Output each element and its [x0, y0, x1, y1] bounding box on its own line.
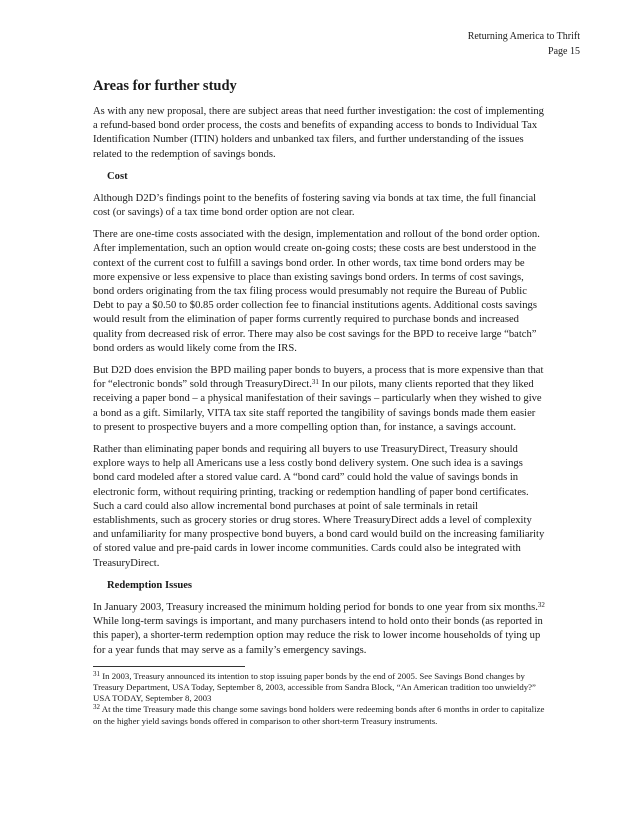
footnote-ref-32[interactable]: 32: [537, 600, 545, 609]
section-title: Areas for further study: [93, 78, 237, 94]
redemption-paragraph-text-a: In January 2003, Treasury increased the minimum holding period for bonds to one year from six months.: [93, 601, 538, 613]
footnote-text: In 2003, Treasury announced its intention to stop issuing paper bonds by the end of 2005. See Savings Bond changes by Treasury Department, USA Today, September 8, 2003, accessible from Sandra Block, “An American tradition too unwieldy?” USA TODAY, September 8, 2003: [93, 670, 536, 704]
redemption-paragraph: [93, 601, 545, 658]
footnote-divider: [93, 666, 245, 667]
cost-paragraph-1: Although D2D’s findings point to the benefits of fostering saving via bonds at tax time, the full financial cost (or savings) of a tax time bond order option are not clear.: [93, 192, 537, 219]
cost-paragraph-4: Rather than eliminating paper bonds and requiring all buyers to use TreasuryDirect, Treasury should explore ways to help all Americans use a less costly bond delivery system. One such idea is a savings bond card modeled after a stored value card. A “bond card” could hold the value of savings bonds in electronic form, without requiring printing, tracking or redemption handling of paper bond certificates. Such a card could also allow incremental bond purchases at point of sale terminals in retail establishments, such as grocery stories or drug stores. Where TreasuryDirect adds a level of complexity and unfamiliarity for many prospective bond buyers, a bond card would build on the increasing familiarity of stored value and pre-paid cards in lower income communities. Cards could also be integrated with TreasuryDirect.: [93, 444, 545, 569]
intro-paragraph: As with any new proposal, there are subject areas that need further investigation: the cost of implementing a refund-based bond order process, the costs and benefits of expanding access to bonds to Individual Tax Identification Number (ITIN) holders and unbanked tax filers, and further understanding of the issues related to the redemption of savings bonds.: [93, 106, 544, 160]
cost-paragraph-3: [93, 364, 545, 435]
redemption-paragraph-text-b: While long-term savings is important, and many purchasers intend to hold onto their bonds (as reported in this paper), a shorter-term redemption option may reduce the risk to lower income households of tying up for a year funds that may serve as a family’s emergency savings.: [93, 616, 543, 656]
cost-paragraph-3-text-b: In our pilots, many clients reported that they liked receiving a paper bond – a physical manifestation of their savings – particularly when they wished to give a bond as a gift. Similarly, VITA tax site staff reported the tangibility of savings bonds made them easier to present to prospective buyers and a more compelling option than, for instance, a savings account.: [93, 379, 542, 433]
header-title: Returning America to Thrift: [467, 31, 580, 42]
running-header: [468, 29, 580, 59]
page-body: [93, 77, 545, 727]
header-page-number: Page 15: [548, 46, 580, 57]
footnote-ref-31[interactable]: 31: [311, 378, 319, 387]
redemption-heading: Redemption Issues: [107, 579, 193, 591]
cost-paragraph-2: There are one-time costs associated with the design, implementation and rollout of the bond order option. After implementation, such an option would create on-going costs; these costs are best understood in the context of the current cost to fulfill a savings bond order. In other words, tax time bond orders may be more expensive or less expensive to place than existing savings bond orders. In terms of cost savings, bond orders originating from the tax filing process would presumably not require the Bureau of Public Debt to pay a $0.50 to $0.85 order collection fee to financial institutions agents. Additional costs savings would result from the elimination of paper forms currently required to purchase bonds and increased quality from decreased risk of error. There may also be cost savings for the BPD to receive large “batch” bond orders as would likely come from the IRS.: [93, 229, 540, 354]
footnote-32: [93, 704, 545, 726]
cost-heading: Cost: [107, 170, 128, 182]
footnote-number: 32: [93, 703, 100, 712]
footnote-text: At the time Treasury made this change some savings bond holders were redeeming bonds after 6 months in order to capitalize on the higher yield savings bonds offered in comparison to other short-term Treasury instruments.: [93, 704, 545, 726]
cost-paragraph-3-text-a: But D2D does envision the BPD mailing paper bonds to buyers, a process that is more expensive than that for “electronic bonds” sold through TreasuryDirect.: [93, 365, 544, 391]
footnote-31: [93, 671, 545, 705]
footnote-number: 31: [93, 669, 100, 678]
